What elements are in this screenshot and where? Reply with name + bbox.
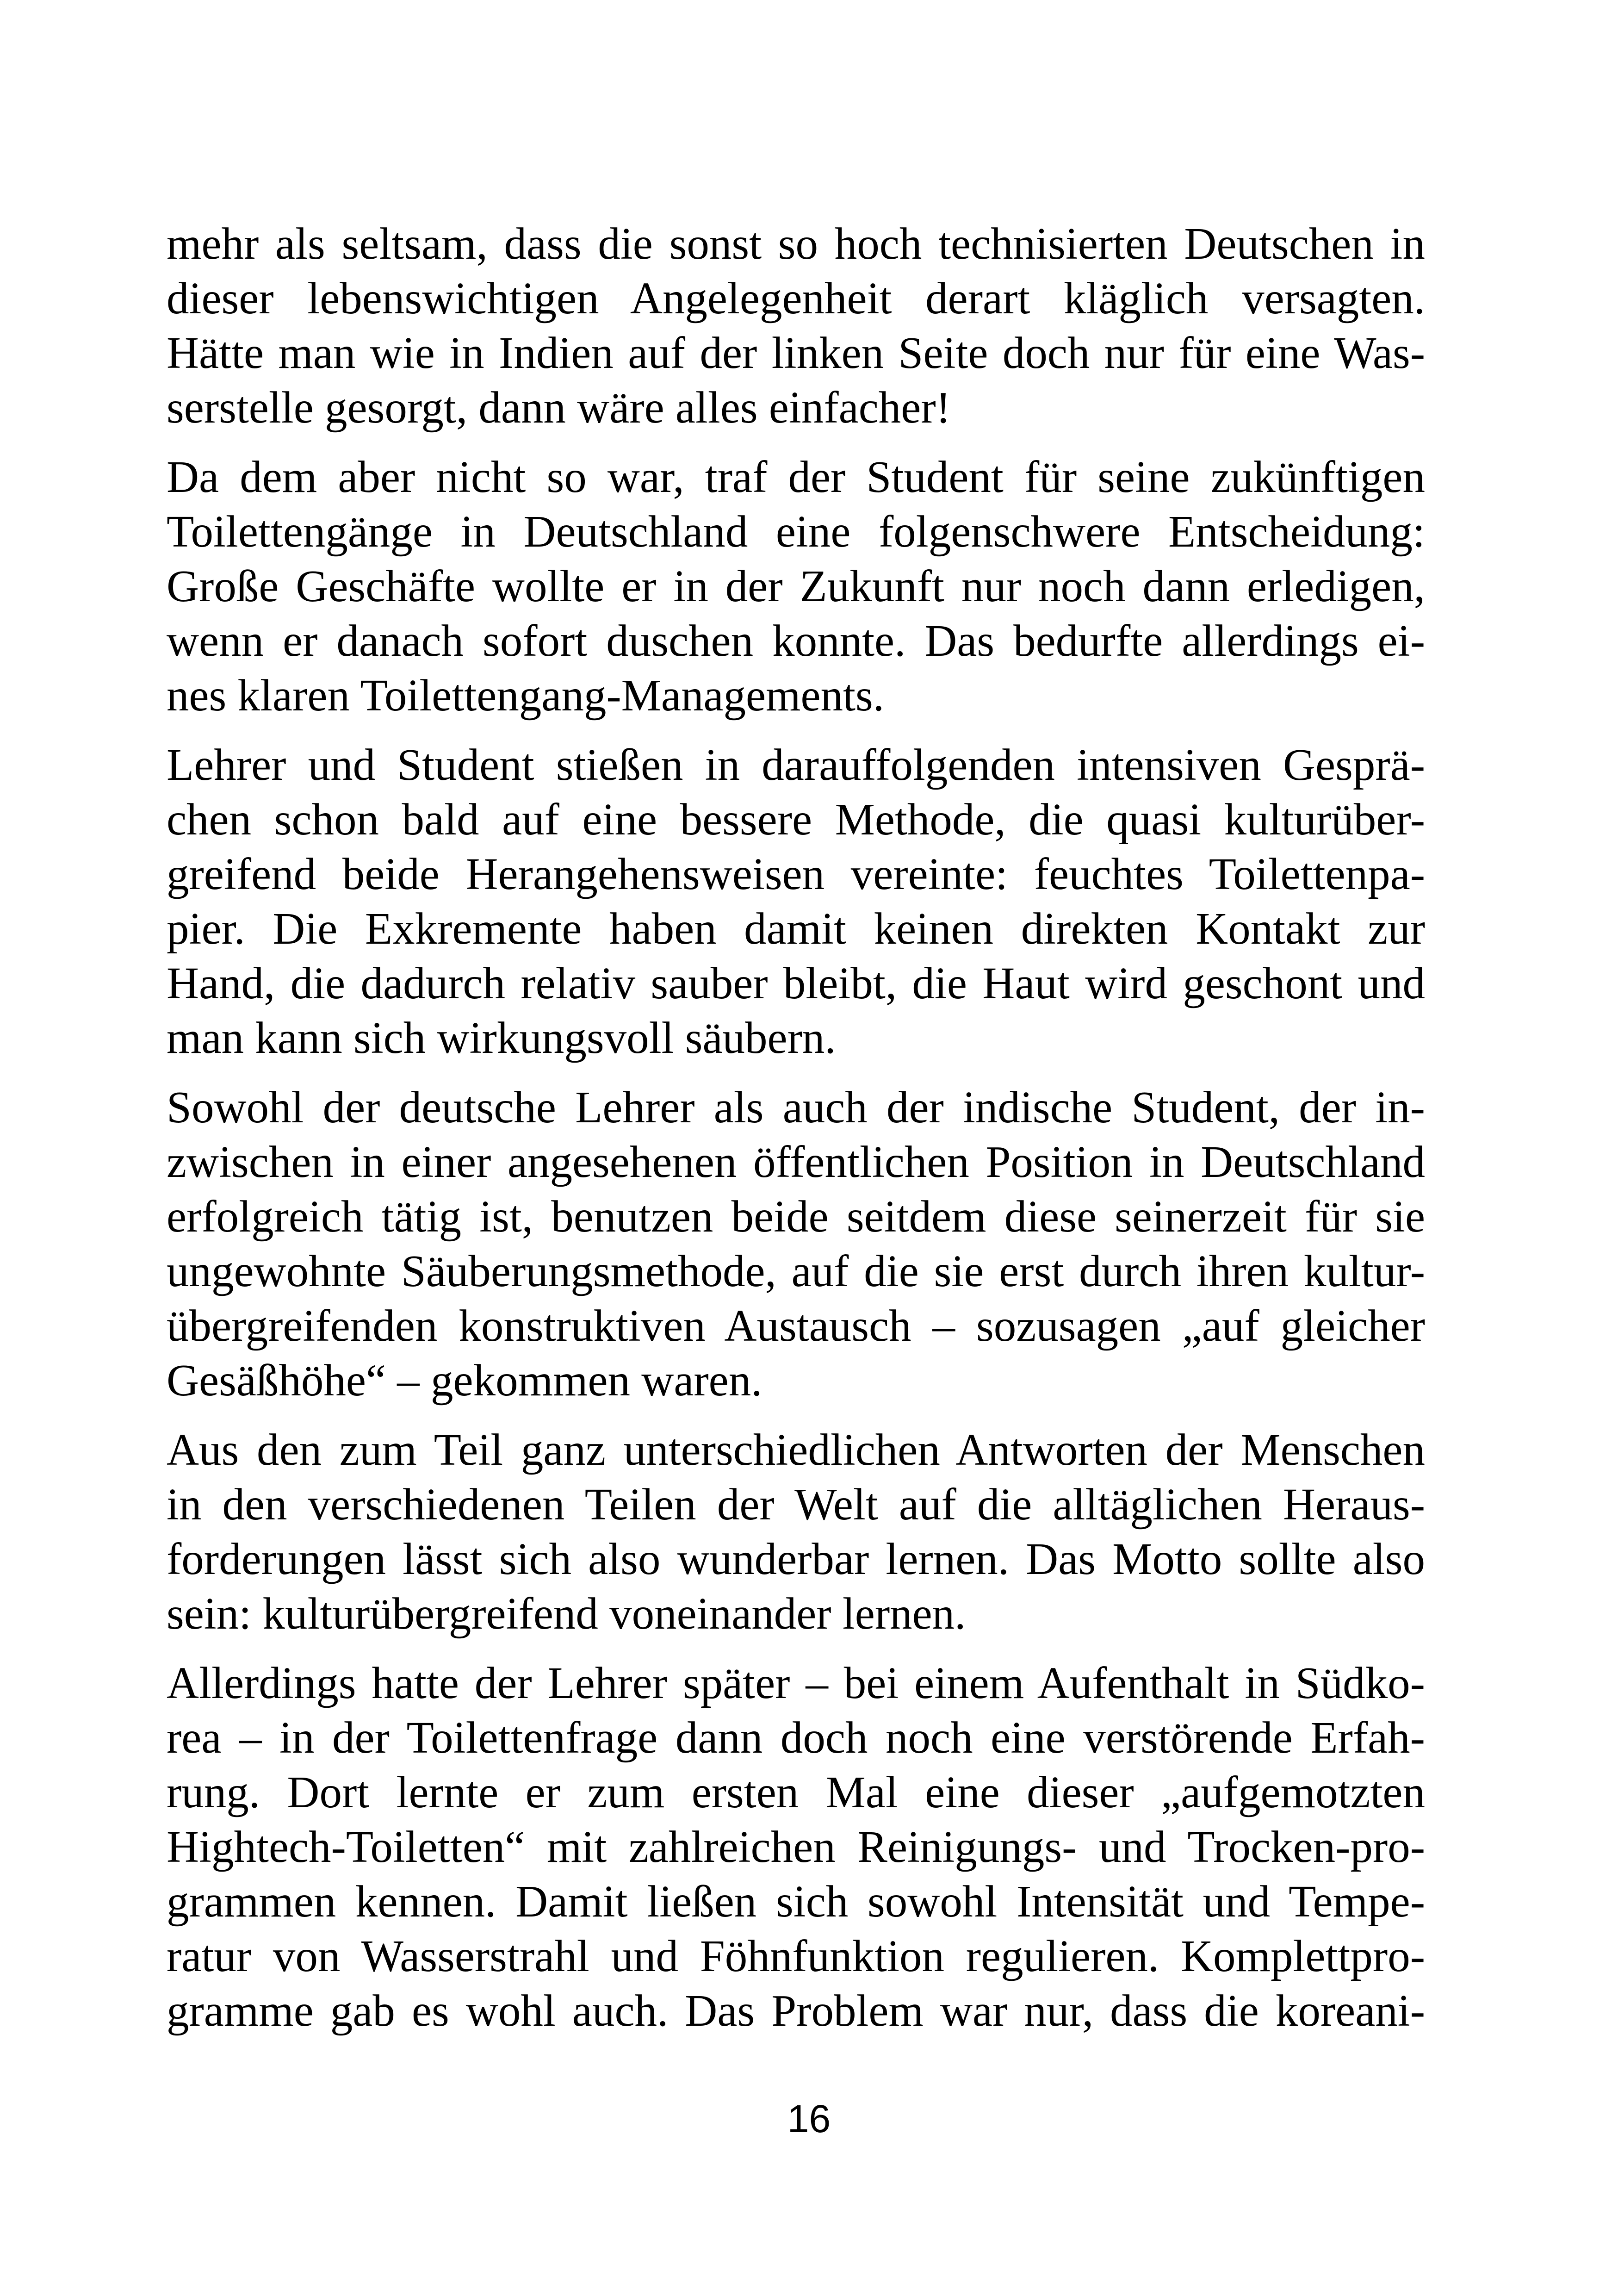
page-number: 16 — [787, 2097, 831, 2140]
text-line: ratur von Wasserstrahl und Föhnfunktion regulieren. Komplettpro- — [167, 1931, 1425, 1981]
text-line: erfolgreich tätig ist, benutzen beide seitdem diese seinerzeit für sie — [167, 1192, 1425, 1241]
text-line: nes klaren Toilettengang-Managements. — [167, 671, 885, 720]
text-line: grammen kennen. Damit ließen sich sowohl Intensität und Tempe- — [167, 1877, 1425, 1926]
paragraph-3 — [167, 738, 1425, 1065]
text-line: Aus den zum Teil ganz unterschiedlichen Antworten der Menschen — [167, 1425, 1425, 1475]
text-line: mehr als seltsam, dass die sonst so hoch technisierten Deutschen in — [167, 219, 1425, 268]
text-line: übergreifenden konstruktiven Austausch – sozusagen „auf gleicher — [167, 1301, 1425, 1350]
text-line: chen schon bald auf eine bessere Methode, die quasi kulturüber- — [167, 795, 1425, 844]
text-line: gramme gab es wohl auch. Das Problem war nur, dass die koreani- — [167, 1986, 1425, 2035]
text-line: serstelle gesorgt, dann wäre alles einfacher! — [167, 383, 951, 432]
paragraph-4 — [167, 1080, 1425, 1408]
text-line: pier. Die Exkremente haben damit keinen direkten Kontakt zur — [167, 904, 1425, 953]
text-line: forderungen lässt sich also wunderbar lernen. Das Motto sollte also — [167, 1534, 1425, 1584]
text-line: Lehrer und Student stießen in darauffolgenden intensiven Gesprä- — [167, 740, 1425, 790]
text-line: Hätte man wie in Indien auf der linken Seite doch nur für eine Was- — [167, 328, 1425, 378]
text-line: rea – in der Toilettenfrage dann doch noch eine verstörende Erfah- — [167, 1713, 1425, 1762]
text-line: man kann sich wirkungsvoll säubern. — [167, 1013, 836, 1063]
body-text — [167, 217, 1425, 2053]
text-line: rung. Dort lernte er zum ersten Mal eine dieser „aufgemotzten — [167, 1767, 1425, 1817]
paragraph-2 — [167, 450, 1425, 723]
text-line: greifend beide Herangehensweisen vereinte: feuchtes Toilettenpa- — [167, 849, 1425, 899]
text-line: wenn er danach sofort duschen konnte. Das bedurfte allerdings ei- — [167, 616, 1425, 666]
text-line: Allerdings hatte der Lehrer später – bei einem Aufenthalt in Südko- — [167, 1658, 1425, 1708]
text-line: in den verschiedenen Teilen der Welt auf die alltäglichen Heraus- — [167, 1480, 1425, 1529]
text-line: Da dem aber nicht so war, traf der Student für seine zukünftigen — [167, 452, 1425, 502]
text-line: Gesäßhöhe“ – gekommen waren. — [167, 1356, 763, 1405]
text-line: Hand, die dadurch relativ sauber bleibt, die Haut wird geschont und — [167, 958, 1425, 1008]
paragraph-1 — [167, 217, 1425, 435]
paragraph-6 — [167, 1656, 1425, 2038]
text-line: dieser lebenswichtigen Angelegenheit derart kläglich versagten. — [167, 274, 1425, 323]
text-line: Große Geschäfte wollte er in der Zukunft nur noch dann erledigen, — [167, 561, 1425, 611]
text-line: Sowohl der deutsche Lehrer als auch der indische Student, der in- — [167, 1083, 1425, 1132]
text-line: Toilettengänge in Deutschland eine folgenschwere Entscheidung: — [167, 507, 1425, 556]
text-line: sein: kulturübergreifend voneinander lernen. — [167, 1589, 966, 1638]
paragraph-5 — [167, 1423, 1425, 1641]
text-line: ungewohnte Säuberungsmethode, auf die sie erst durch ihren kultur- — [167, 1246, 1425, 1296]
text-line: zwischen in einer angesehenen öffentlichen Position in Deutschland — [167, 1137, 1425, 1187]
text-line: Hightech-Toiletten“ mit zahlreichen Reinigungs- und Trocken-pro- — [167, 1822, 1425, 1872]
